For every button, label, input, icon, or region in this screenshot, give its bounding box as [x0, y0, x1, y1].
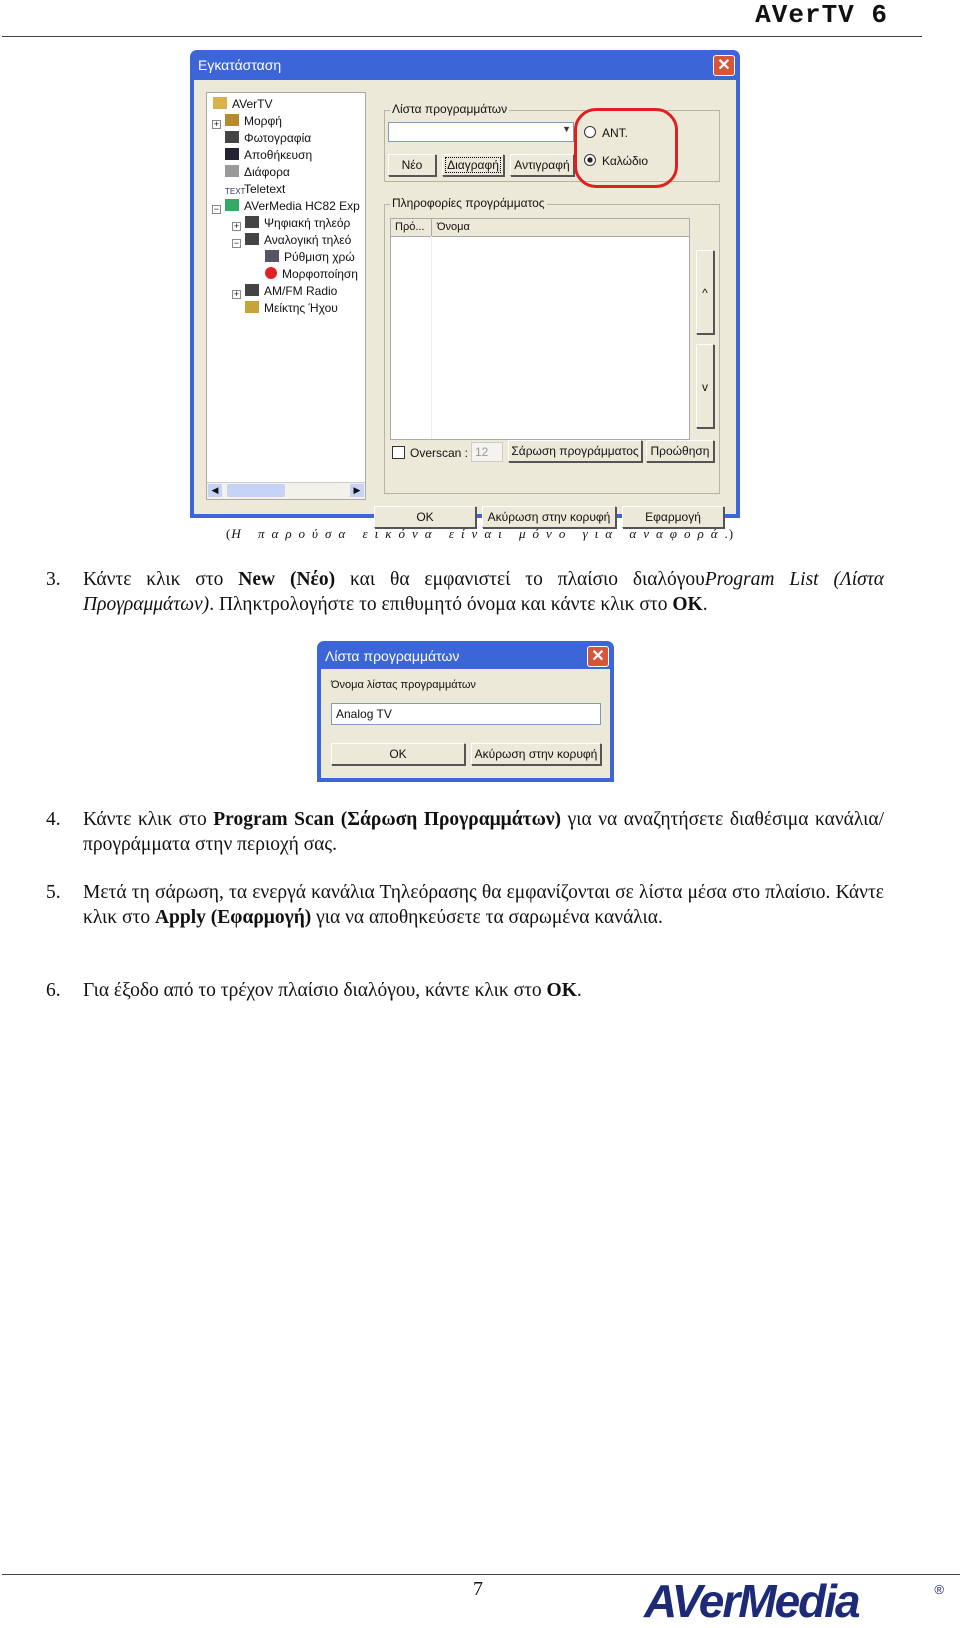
program-list-dialog-body: [321, 669, 610, 778]
copy-button[interactable]: Αντιγραφή: [510, 154, 574, 176]
list-name-input[interactable]: [331, 703, 601, 725]
disk-icon: [225, 148, 239, 160]
tree-horizontal-scrollbar[interactable]: [207, 482, 365, 499]
table-column-line: [431, 236, 432, 439]
header-rule: [2, 36, 922, 37]
caption-text: Η παρούσα εικόνα είναι μόνο για αναφορά: [231, 526, 725, 541]
setup-dialog: [190, 50, 740, 524]
avertv-icon: [213, 97, 227, 109]
program-list-table[interactable]: [390, 218, 690, 440]
tree-item-device[interactable]: AVerMedia HC82 Exp: [225, 199, 360, 213]
monitor-icon: [265, 250, 279, 262]
settings-tree[interactable]: [206, 92, 366, 500]
scroll-thumb[interactable]: [227, 484, 285, 497]
new-keyword: New (Νέο): [238, 569, 336, 590]
expand-icon[interactable]: +: [233, 222, 240, 232]
tree-item-digital-tv[interactable]: Ψηφιακή τηλεόρ: [245, 216, 350, 230]
misc-icon: [225, 165, 239, 177]
program-list-dialog-title: Λίστα προγραμμάτων: [325, 648, 460, 664]
cancel-button[interactable]: Ακύρωση στην κορυφή: [482, 506, 616, 528]
collapse-icon[interactable]: −: [213, 205, 220, 215]
program-list-dialog: [317, 641, 614, 782]
list-name-label: Όνομα λίστας προγραμμάτων: [331, 679, 476, 691]
tree-item-formatting[interactable]: Μορφοποίηση: [265, 267, 358, 281]
radio-cable[interactable]: Καλώδιο: [584, 154, 648, 168]
speaker-icon: [245, 301, 259, 313]
close-button[interactable]: ✕: [587, 646, 609, 667]
program-list-group-label: Λίστα προγραμμάτων: [392, 102, 508, 116]
tree-item-storage[interactable]: Αποθήκευση: [225, 148, 312, 162]
overscan-checkbox[interactable]: Overscan :: [392, 446, 468, 460]
expand-icon[interactable]: +: [233, 290, 240, 300]
delete-button[interactable]: Διαγραφή: [442, 154, 504, 176]
program-scan-button[interactable]: Σάρωση προγράμματος: [508, 440, 642, 462]
scroll-right-icon[interactable]: ▶: [350, 484, 364, 497]
chevron-down-icon[interactable]: ▼: [562, 124, 571, 134]
tree-item-misc[interactable]: Διάφορα: [225, 165, 290, 179]
tv-icon: [245, 216, 259, 228]
program-scan-keyword: Program Scan (Σάρωση Προγραμμάτων): [213, 809, 562, 830]
radio-icon: [245, 284, 259, 296]
tree-item-format[interactable]: Μορφή: [225, 114, 282, 128]
image-caption: (Η παρούσα εικόνα είναι μόνο για αναφορά.): [226, 526, 735, 541]
apply-keyword: Apply (Εφαρμογή): [154, 907, 312, 928]
move-down-button[interactable]: v: [696, 344, 714, 428]
column-header-name[interactable]: Όνομα: [437, 221, 470, 233]
ok-keyword: OK: [672, 594, 703, 615]
overscan-spinner[interactable]: [471, 442, 503, 462]
apply-button[interactable]: Εφαρμογή: [622, 506, 724, 528]
program-list-keyword: Program List (Λίστα Προγραμμάτων): [83, 569, 884, 615]
tv-icon: [245, 233, 259, 245]
ok-button[interactable]: OK: [331, 743, 465, 765]
move-up-button[interactable]: ^: [696, 250, 714, 334]
program-list-combo[interactable]: [388, 122, 574, 142]
checkbox-box[interactable]: [392, 446, 405, 459]
step-6: 6. Για έξοδο από το τρέχον πλαίσιο διαλόγου, κάντε κλικ στο OK.: [46, 980, 582, 1001]
program-info-group-label: Πληροφορίες προγράμματος: [392, 196, 545, 210]
format-icon: [225, 114, 239, 126]
column-divider: [431, 219, 432, 236]
setup-dialog-body: [194, 80, 736, 524]
ok-button[interactable]: OK: [374, 506, 476, 528]
device-icon: [225, 199, 239, 211]
column-header-pro[interactable]: Πρό...: [395, 221, 425, 233]
scroll-left-icon[interactable]: ◀: [208, 484, 222, 497]
record-icon: [265, 267, 277, 279]
setup-dialog-title: Εγκατάσταση: [198, 57, 282, 73]
tree-item-mixer[interactable]: Μείκτης Ήχου: [245, 301, 338, 315]
highlight-circle: [574, 108, 678, 188]
avermedia-logo: AVerMedia ®: [644, 1575, 944, 1627]
new-button[interactable]: Νέο: [388, 154, 436, 176]
teletext-icon: TEXT: [225, 187, 246, 196]
advance-button[interactable]: Προώθηση: [646, 440, 714, 462]
ok-keyword: OK: [546, 980, 577, 1001]
overscan-value: 12: [475, 445, 489, 459]
step-3: 3. Κάντε κλικ στο New (Νέο) και θα εμφανιστεί το πλαίσιο διαλόγουProgram List (Λίστα Προγραμμάτων). Πληκτρολογήστε το επιθυμητό όνομα και κάντε κλικ στο OK.: [46, 569, 884, 615]
step-4: 4. Κάντε κλικ στο Program Scan (Σάρωση Προγραμμάτων) για να αναζητήσετε διαθέσιμα κανάλια/προγράμματα στην περιοχή σας.: [46, 809, 884, 855]
collapse-icon[interactable]: −: [233, 239, 240, 249]
step-5: 5. Μετά τη σάρωση, τα ενεργά κανάλια Τηλεόρασης θα εμφανίζονται σε λίστα μέσα στο πλαίσιο. Κάντε κλικ στο Apply (Εφαρμογή) για να αποθηκεύσετε τα σαρωμένα κανάλια.: [46, 882, 884, 928]
close-button[interactable]: ✕: [713, 55, 735, 76]
tree-item-photo[interactable]: Φωτογραφία: [225, 131, 311, 145]
radio-ant[interactable]: ΑΝΤ.: [584, 126, 628, 140]
camera-icon: [225, 131, 239, 143]
cancel-button[interactable]: Ακύρωση στην κορυφή: [471, 743, 601, 765]
tree-item-teletext[interactable]: TEXTTeletext: [225, 182, 285, 199]
tree-item-color-settings[interactable]: Ρύθμιση χρώ: [265, 250, 355, 264]
expand-icon[interactable]: +: [213, 120, 220, 130]
page-number: 7: [473, 1578, 483, 1600]
table-header: [391, 219, 689, 237]
tree-item-radio[interactable]: AM/FM Radio: [245, 284, 337, 298]
document-header-title: AVerTV 6: [755, 0, 888, 30]
tree-item-analog-tv[interactable]: Αναλογική τηλεό: [245, 233, 351, 247]
list-name-value: Analog TV: [336, 707, 392, 721]
tree-item-avertv[interactable]: AVerTV: [213, 97, 272, 111]
